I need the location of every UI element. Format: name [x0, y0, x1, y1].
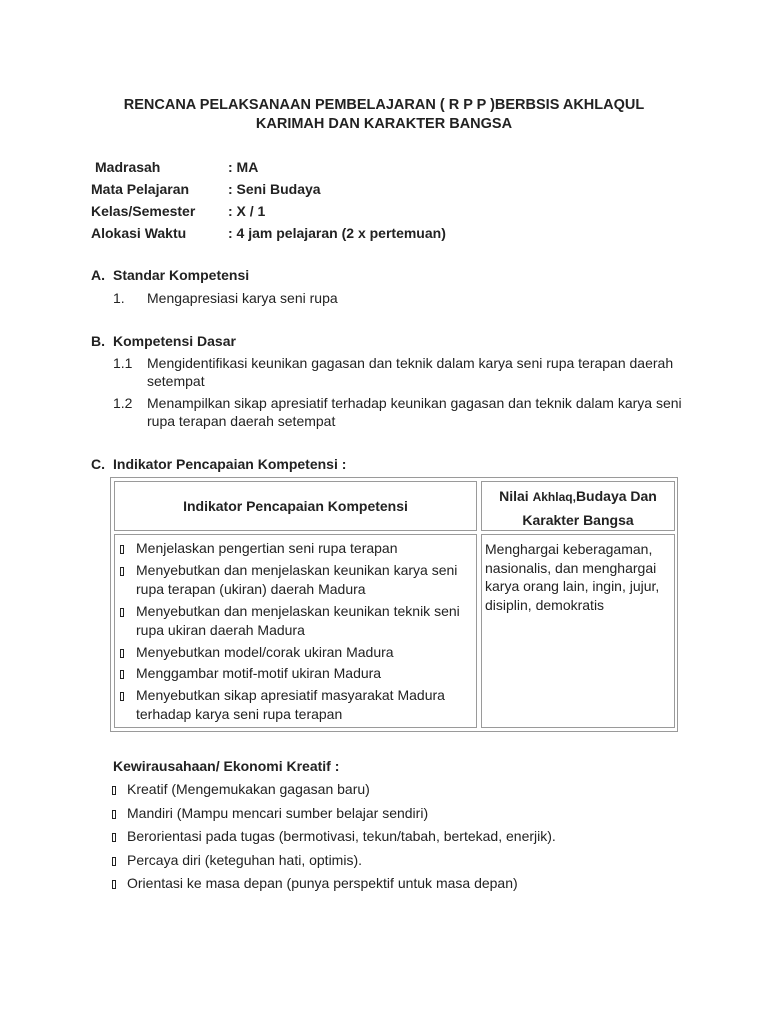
document-title-line1: RENCANA PELAKSANAAN PEMBELAJARAN ( R P P )BERBSIS AKHLAQUL — [123, 97, 645, 113]
section-title: Kompetensi Dasar — [113, 333, 236, 349]
section-c-heading — [91, 455, 346, 474]
header-text-small: Akhlaq, — [532, 490, 576, 504]
info-value: : X / 1 — [228, 203, 266, 219]
list-item-text: Menyebutkan dan menjelaskan keunikan karya seni rupa terapan (ukiran) daerah Madura — [136, 561, 458, 597]
list-item — [119, 686, 472, 725]
item-text: Mengidentifikasi keunikan gagasan dan teknik dalam karya seni rupa terapan daerah setempat — [147, 355, 674, 389]
list-item — [119, 643, 472, 663]
indikator-list — [115, 535, 476, 725]
info-value: : MA — [228, 159, 259, 175]
item-text: Menampilkan sikap apresiatif terhadap keunikan gagasan dan teknik dalam karya seni rupa terapan daerah setempat — [147, 395, 682, 429]
table-cell-indikator-list — [114, 534, 477, 728]
info-label: Mata Pelajaran — [91, 181, 190, 197]
info-row-alokasi-waktu — [91, 224, 446, 243]
header-text — [482, 482, 674, 532]
list-item — [111, 802, 671, 826]
kewirausahaan-heading: Kewirausahaan/ Ekonomi Kreatif : — [113, 758, 340, 774]
nilai-text: Menghargai keberagaman, nasionalis, dan menghargai karya orang lain, ingin, jujur, disiplin, demokratis — [485, 541, 660, 613]
bullet-icon — [120, 545, 124, 554]
section-letter: A. — [91, 267, 105, 283]
section-b-heading — [91, 332, 236, 351]
standar-kompetensi-item — [113, 289, 683, 307]
list-item-text: Menyebutkan model/corak ukiran Madura — [136, 643, 394, 660]
list-item-text: Orientasi ke masa depan (punya perspektif untuk masa depan) — [127, 875, 518, 891]
list-item — [119, 602, 472, 641]
indikator-table — [110, 477, 678, 732]
table-cell-nilai — [481, 534, 675, 728]
list-item — [111, 825, 671, 849]
list-item-text: Percaya diri (keteguhan hati, optimis). — [127, 851, 362, 868]
list-item-text: Menjelaskan pengertian seni rupa terapan — [136, 540, 398, 556]
document-title-line2: KARIMAH DAN KARAKTER BANGSA — [255, 116, 513, 132]
list-item-text: Mandiri (Mampu mencari sumber belajar sendiri) — [127, 804, 429, 821]
header-text-part: Budaya Dan Karakter Bangsa — [522, 488, 657, 528]
list-item — [111, 849, 671, 873]
item-number: 1. — [113, 290, 125, 306]
item-number: 1.2 — [113, 395, 133, 411]
item-text: Mengapresiasi karya seni rupa — [147, 290, 338, 306]
item-number: 1.1 — [113, 355, 133, 371]
kewirausahaan-list — [111, 778, 671, 896]
info-label: Alokasi Waktu — [91, 225, 187, 241]
list-item — [119, 561, 472, 600]
info-value: : 4 jam pelajaran (2 x pertemuan) — [228, 225, 446, 241]
list-item-text: Menyebutkan dan menjelaskan keunikan teknik seni rupa ukiran daerah Madura — [136, 602, 460, 638]
header-text-part: Nilai — [499, 488, 533, 504]
kompetensi-dasar-item — [113, 354, 683, 390]
list-item — [111, 872, 671, 896]
info-row-mata-pelajaran — [91, 180, 321, 199]
section-title: Indikator Pencapaian Kompetensi : — [113, 456, 347, 472]
info-row-madrasah — [95, 158, 258, 177]
table-header-nilai — [481, 481, 675, 531]
info-label: Madrasah — [95, 159, 161, 175]
bullet-icon — [112, 880, 116, 889]
list-item-text: Berorientasi pada tugas (bermotivasi, tekun/tabah, bertekad, enerjik). — [127, 828, 556, 844]
list-item — [111, 778, 671, 802]
section-letter: C. — [91, 456, 105, 472]
list-item-text: Menyebutkan sikap apresiatif masyarakat Madura terhadap karya seni rupa terapan — [136, 686, 445, 722]
info-row-kelas-semester — [91, 202, 265, 221]
list-item — [119, 539, 472, 559]
header-text: Indikator Pencapaian Kompetensi — [183, 498, 408, 514]
info-value: : Seni Budaya — [228, 181, 321, 197]
kompetensi-dasar-item — [113, 394, 683, 430]
bullet-icon — [120, 670, 124, 679]
bullet-icon — [112, 810, 116, 819]
bullet-icon — [112, 857, 116, 866]
info-label: Kelas/Semester — [91, 203, 196, 219]
list-item — [119, 664, 472, 684]
section-a-heading — [91, 266, 249, 285]
bullet-icon — [112, 786, 116, 795]
bullet-icon — [120, 692, 124, 701]
bullet-icon — [120, 567, 124, 576]
bullet-icon — [120, 608, 124, 617]
section-letter: B. — [91, 333, 105, 349]
list-item-text: Menggambar motif-motif ukiran Madura — [136, 665, 382, 681]
list-item-text: Kreatif (Mengemukakan gagasan baru) — [127, 781, 370, 797]
bullet-icon — [112, 833, 116, 842]
bullet-icon — [120, 649, 124, 658]
table-header-indikator — [114, 481, 477, 531]
section-title: Standar Kompetensi — [113, 267, 250, 283]
